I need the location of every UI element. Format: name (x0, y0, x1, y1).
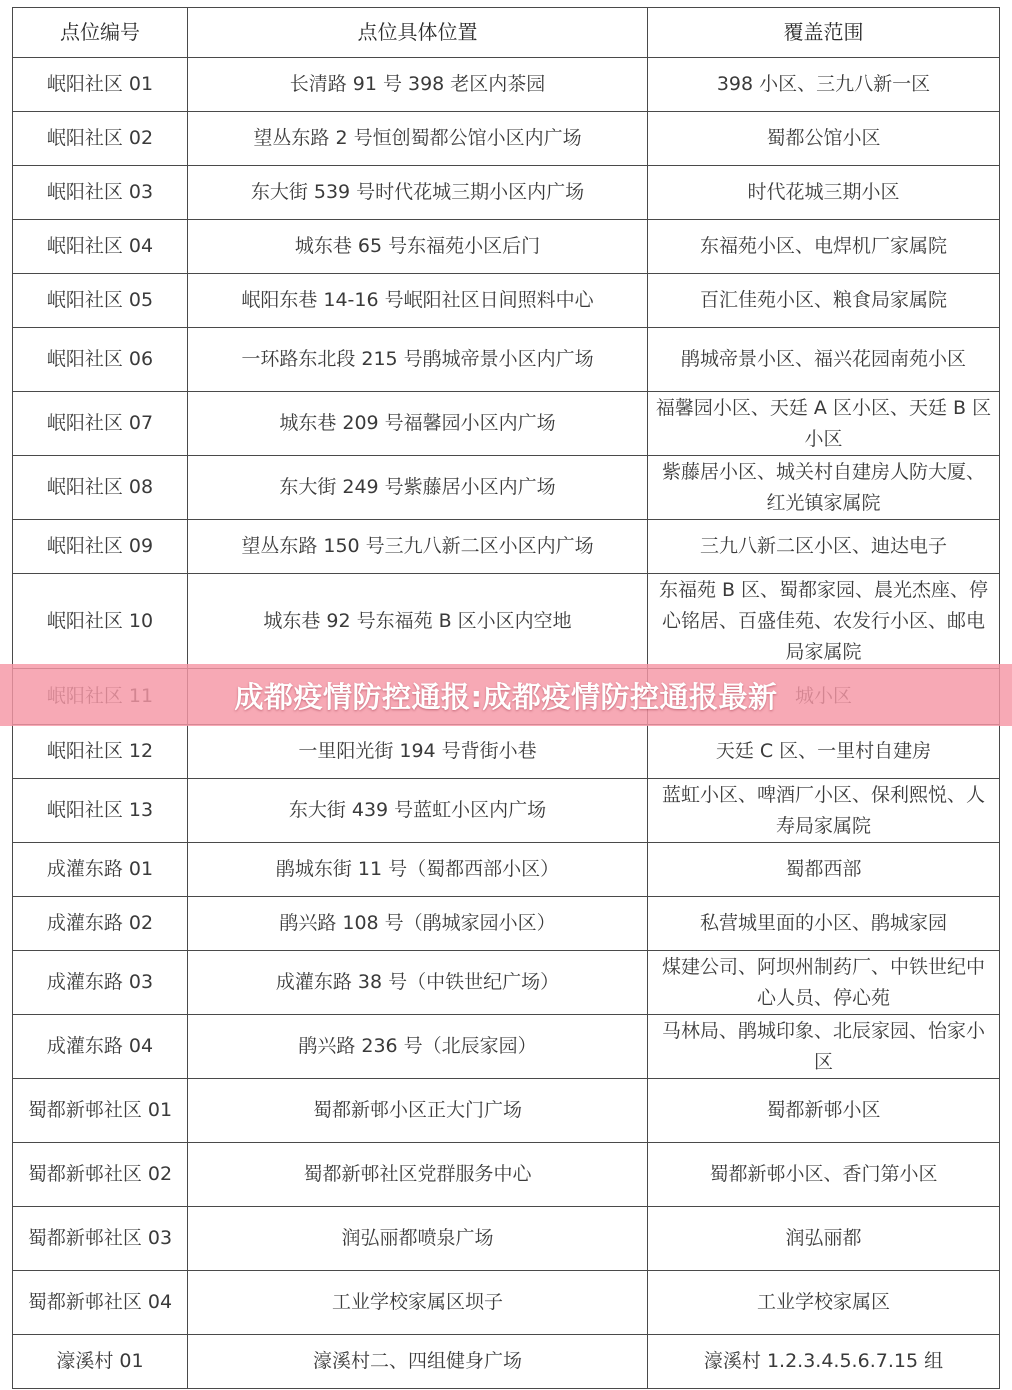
point-id-cell: 岷阳社区 08 (13, 456, 188, 520)
point-id-cell: 蜀都新邨社区 02 (13, 1143, 188, 1207)
point-id-cell: 岷阳社区 04 (13, 220, 188, 274)
coverage-cell: 百汇佳苑小区、粮食局家属院 (648, 274, 1000, 328)
point-id-cell: 岷阳社区 05 (13, 274, 188, 328)
coverage-cell: 东福苑小区、电焊机厂家属院 (648, 220, 1000, 274)
point-id-cell: 成灌东路 03 (13, 951, 188, 1015)
table-row (13, 456, 1000, 520)
header-point-id: 点位编号 (13, 8, 188, 58)
coverage-cell: 三九八新二区小区、迪达电子 (648, 520, 1000, 574)
location-cell: 东大街 539 号时代花城三期小区内广场 (188, 166, 648, 220)
location-cell: 岷阳东巷 14-16 号岷阳社区日间照料中心 (188, 274, 648, 328)
point-id-cell: 成灌东路 01 (13, 843, 188, 897)
point-id-cell: 成灌东路 04 (13, 1015, 188, 1079)
location-cell: 濠溪村二、四组健身广场 (188, 1335, 648, 1389)
table-header-row (13, 8, 1000, 58)
coverage-cell: 蜀都新邨小区、香门第小区 (648, 1143, 1000, 1207)
location-cell: 蜀都新邨社区党群服务中心 (188, 1143, 648, 1207)
table-row (13, 843, 1000, 897)
point-id-cell: 蜀都新邨社区 03 (13, 1207, 188, 1271)
coverage-cell: 蜀都新邨小区 (648, 1079, 1000, 1143)
coverage-cell: 时代花城三期小区 (648, 166, 1000, 220)
coverage-cell: 润弘丽都 (648, 1207, 1000, 1271)
table-row (13, 1271, 1000, 1335)
point-id-cell: 岷阳社区 07 (13, 392, 188, 456)
location-cell: 城东巷 92 号东福苑 B 区小区内空地 (188, 574, 648, 669)
header-coverage: 覆盖范围 (648, 8, 1000, 58)
headline-banner[interactable] (0, 664, 1012, 726)
coverage-cell: 398 小区、三九八新一区 (648, 58, 1000, 112)
coverage-cell: 蜀都西部 (648, 843, 1000, 897)
point-id-cell: 岷阳社区 03 (13, 166, 188, 220)
location-cell: 蜀都新邨小区正大门广场 (188, 1079, 648, 1143)
coverage-cell: 马林局、鹃城印象、北辰家园、怡家小区 (648, 1015, 1000, 1079)
location-cell: 工业学校家属区坝子 (188, 1271, 648, 1335)
point-id-cell: 成灌东路 02 (13, 897, 188, 951)
location-cell: 润弘丽都喷泉广场 (188, 1207, 648, 1271)
table-row (13, 520, 1000, 574)
point-id-cell: 岷阳社区 09 (13, 520, 188, 574)
coverage-cell: 煤建公司、阿坝州制药厂、中铁世纪中心人员、停心苑 (648, 951, 1000, 1015)
coverage-cell: 濠溪村 1.2.3.4.5.6.7.15 组 (648, 1335, 1000, 1389)
point-id-cell: 岷阳社区 06 (13, 328, 188, 392)
point-id-cell: 岷阳社区 02 (13, 112, 188, 166)
table-row (13, 1335, 1000, 1389)
table-row (13, 951, 1000, 1015)
location-cell: 一里阳光街 194 号背街小巷 (188, 725, 648, 779)
table-row (13, 220, 1000, 274)
table-row (13, 1207, 1000, 1271)
table-row (13, 1015, 1000, 1079)
header-location: 点位具体位置 (188, 8, 648, 58)
table-row (13, 392, 1000, 456)
table-row (13, 328, 1000, 392)
location-cell: 鹃兴路 108 号（鹃城家园小区） (188, 897, 648, 951)
table-row (13, 112, 1000, 166)
coverage-cell: 私营城里面的小区、鹃城家园 (648, 897, 1000, 951)
coverage-cell: 紫藤居小区、城关村自建房人防大厦、红光镇家属院 (648, 456, 1000, 520)
table-row (13, 897, 1000, 951)
coverage-cell: 蓝虹小区、啤酒厂小区、保利熙悦、人寿局家属院 (648, 779, 1000, 843)
coverage-cell: 鹃城帝景小区、福兴花园南苑小区 (648, 328, 1000, 392)
coverage-cell: 东福苑 B 区、蜀都家园、晨光杰座、停心铭居、百盛佳苑、农发行小区、邮电局家属院 (648, 574, 1000, 669)
table-row (13, 1143, 1000, 1207)
location-cell: 东大街 439 号蓝虹小区内广场 (188, 779, 648, 843)
point-id-cell: 蜀都新邨社区 01 (13, 1079, 188, 1143)
coverage-cell: 福馨园小区、天廷 A 区小区、天廷 B 区小区 (648, 392, 1000, 456)
location-cell: 东大街 249 号紫藤居小区内广场 (188, 456, 648, 520)
coverage-cell: 工业学校家属区 (648, 1271, 1000, 1335)
location-cell: 一环路东北段 215 号鹃城帝景小区内广场 (188, 328, 648, 392)
table-row (13, 58, 1000, 112)
coverage-cell: 蜀都公馆小区 (648, 112, 1000, 166)
location-cell: 鹃兴路 236 号（北辰家园） (188, 1015, 648, 1079)
point-id-cell: 蜀都新邨社区 04 (13, 1271, 188, 1335)
coverage-cell: 天廷 C 区、一里村自建房 (648, 725, 1000, 779)
location-cell: 长清路 91 号 398 老区内茶园 (188, 58, 648, 112)
point-id-cell: 岷阳社区 10 (13, 574, 188, 669)
point-id-cell: 岷阳社区 01 (13, 58, 188, 112)
headline-text[interactable]: 成都疫情防控通报:成都疫情防控通报最新 (234, 679, 778, 714)
table-row (13, 1079, 1000, 1143)
point-id-cell: 岷阳社区 12 (13, 725, 188, 779)
location-cell: 城东巷 65 号东福苑小区后门 (188, 220, 648, 274)
location-cell: 城东巷 209 号福馨园小区内广场 (188, 392, 648, 456)
table-row (13, 725, 1000, 779)
table-row (13, 779, 1000, 843)
point-id-cell: 濠溪村 01 (13, 1335, 188, 1389)
location-cell: 鹃城东街 11 号（蜀都西部小区） (188, 843, 648, 897)
location-cell: 望丛东路 2 号恒创蜀都公馆小区内广场 (188, 112, 648, 166)
table-row (13, 166, 1000, 220)
table-row (13, 574, 1000, 669)
location-cell: 望丛东路 150 号三九八新二区小区内广场 (188, 520, 648, 574)
table-row (13, 274, 1000, 328)
point-id-cell: 岷阳社区 13 (13, 779, 188, 843)
location-cell: 成灌东路 38 号（中铁世纪广场） (188, 951, 648, 1015)
